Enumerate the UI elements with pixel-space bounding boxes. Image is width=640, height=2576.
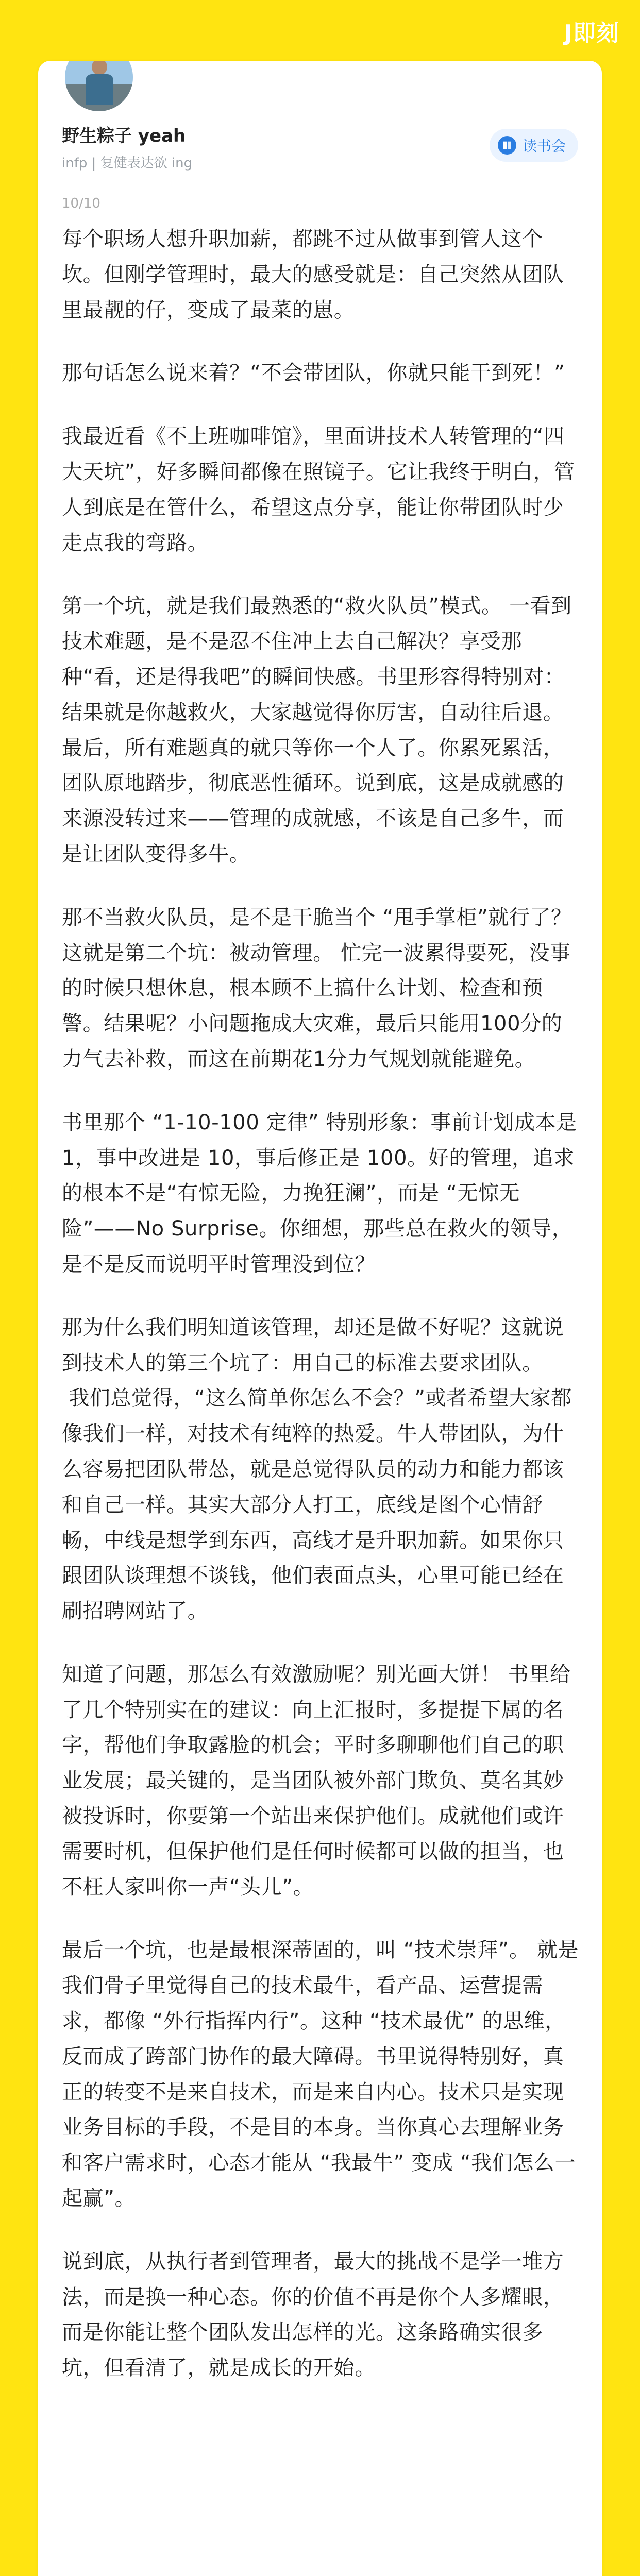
circle-label: 读书会 xyxy=(522,138,566,155)
avatar-person-body xyxy=(86,74,113,105)
paragraph: 说到底，从执行者到管理者，最大的挑战不是学一堆方法，而是换一种心态。你的价值不再是你个人多耀眼，而是你能让整个团队发出怎样的光。这条路确实很多坑，但看清了，就是成长的开始。 xyxy=(62,2249,564,2380)
user-name[interactable]: 野生粽子 yeah xyxy=(62,126,186,146)
paragraph: 那句话怎么说来着？“不会带团队，你就只能干到死！” xyxy=(62,361,565,385)
avatar[interactable] xyxy=(62,61,136,114)
book-icon xyxy=(498,136,516,155)
paragraph: 每个职场人想升职加薪，都跳不过从做事到管人这个坎。但刚学管理时，最大的感受就是：自己突然从团队里最靓的仔，变成了最菜的崽。 xyxy=(62,227,564,322)
paragraph: 第一个坑，就是我们最熟悉的“救火队员”模式。 一看到技术难题，是不是忍不住冲上去自己解决？享受那种“看，还是得我吧”的瞬间快感。书里形容得特别对：结果就是你越救火，大家越觉得你厉害，自动往后退。最后，所有难题真的就只等你一个人了。你累死累活，团队原地踏步，彻底恶性循环。说到底，这是成就感的来源没转过来——管理的成就感，不该是自己多牛，而是让团队变得多牛。 xyxy=(62,594,572,866)
paragraph: 那为什么我们明知道该管理，却还是做不好呢？这就说到技术人的第三个坑了：用自己的标准去要求团队。 我们总觉得，“这么简单你怎么不会？”或者希望大家都像我们一样，对技术有纯粹的热爱。牛人带团队，为什么容易把团队带怂，就是总觉得队员的动力和能力都该和自己一样。其实大部分人打工，底线是图个心情舒畅，中线是想学到东西，高线才是升职加薪。如果你只跟团队谈理想不谈钱，他们表面点头，心里可能已经在刷招聘网站了。 xyxy=(62,1315,572,1623)
post-content xyxy=(62,222,584,2414)
user-subtitle: infp | 复健表达欲 ing xyxy=(62,156,193,171)
paragraph: 书里那个 “1-10-100 定律” 特别形象：事前计划成本是 1，事中改进是 10，事后修正是 100。好的管理，追求的根本不是“有惊无险，力挽狂澜”，而是 “无惊无险”——No Surprise。你细想，那些总在救火的领导，是不是反而说明平时管理没到位？ xyxy=(62,1110,584,1276)
post-date: 10/10 xyxy=(62,196,100,211)
circle-button[interactable] xyxy=(490,129,578,162)
post-card xyxy=(38,61,602,2576)
paragraph: 那不当救火队员，是不是干脆当个 “甩手掌柜”就行了？ 这就是第二个坑：被动管理。 忙完一波累得要死，没事的时候只想休息，根本顾不上搞什么计划、检查和预警。结果呢？小问题拖成大灾难，最后只能用100分的力气去补救，而这在前期花1分力气规划就能避免。 xyxy=(62,905,579,1071)
paragraph: 知道了问题，那怎么有效激励呢？别光画大饼！ 书里给了几个特别实在的建议：向上汇报时，多提提下属的名字，帮他们争取露脸的机会；平时多聊聊他们自己的职业发展；最关键的，是当团队被外部门欺负、莫名其妙被投诉时，你要第一个站出来保护他们。成就他们或许需要时机，但保护他们是任何时候都可以做的担当，也不枉人家叫你一声“头儿”。 xyxy=(62,1662,571,1899)
brand-logo-top: J即刻 xyxy=(564,20,619,46)
paragraph: 我最近看《不上班咖啡馆》，里面讲技术人转管理的“四大天坑”，好多瞬间都像在照镜子。它让我终于明白，管人到底是在管什么，希望这点分享，能让你带团队时少走点我的弯路。 xyxy=(62,425,575,555)
paragraph: 最后一个坑，也是最根深蒂固的，叫 “技术崇拜”。 就是我们骨子里觉得自己的技术最牛，看产品、运营提需求，都像 “外行指挥内行”。这种 “技术最优” 的思维，反而成了跨部门协作的最大障碍。书里说得特别好，真正的转变不是来自技术，而是来自内心。技术只是实现业务目标的手段，不是目的本身。当你真心去理解业务和客户需求时，心态才能从 “我最牛” 变成 “我们怎么一起赢”。 xyxy=(62,1938,579,2211)
